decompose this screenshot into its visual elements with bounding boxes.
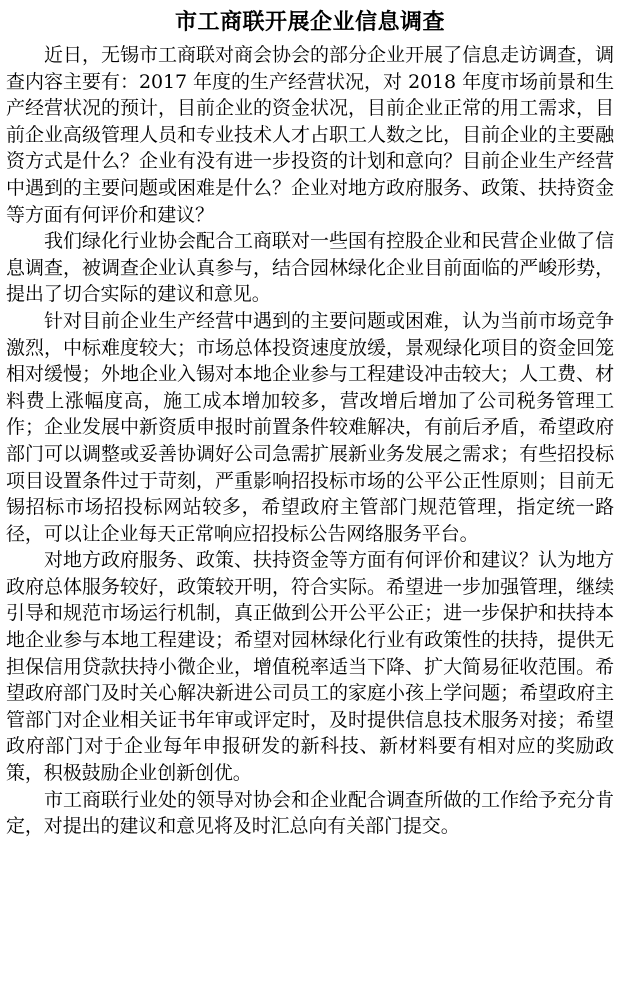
article-title: 市工商联开展企业信息调查	[174, 10, 445, 35]
paragraph-1: 近日，无锡市工商联对商会协会的部分企业开展了信息走访调查，调查内容主要有：2017 年度的生产经营状况，对 2018 年度市场前景和生产经营状况的预计，目前企业的资金状况，目前企业正常的用工需求，目前企业高级管理人员和专业技术人才占职工人数之比，目前企业的主要融资方式是什么？企业有没有进一步投资的计划和意向？目前企业生产经营中遇到的主要问题或困难是什么？企业对地方政府服务、政策、扶持资金等方面有何评价和建议？	[6, 44, 614, 226]
document-page	[6, 4, 614, 999]
paragraph-5: 市工商联行业处的领导对协会和企业配合调查所做的工作给予充分肯定，对提出的建议和意见将及时汇总向有关部门提交。	[6, 788, 614, 838]
paragraph-4: 对地方政府服务、政策、扶持资金等方面有何评价和建议？认为地方政府总体服务较好，政策较开明，符合实际。希望进一步加强管理，继续引导和规范市场运行机制，真正做到公开公平公正；进一步保护和扶持本地企业参与本地工程建设；希望对园林绿化行业有政策性的扶持，提供无担保信用贷款扶持小微企业，增值税率适当下降、扩大简易征收范围。希望政府部门及时关心解决新进公司员工的家庭小孩上学问题；希望政府主管部门对企业相关证书年审或评定时，及时提供信息技术服务对接；希望政府部门对于企业每年申报研发的新科技、新材料要有相对应的奖励政策，积极鼓励企业创新创优。	[6, 549, 614, 785]
paragraph-3: 针对目前企业生产经营中遇到的主要问题或困难，认为当前市场竞争激烈，中标难度较大；市场总体投资速度放缓，景观绿化项目的资金回笼相对缓慢；外地企业入锡对本地企业参与工程建设冲击较大；人工费、材料费上涨幅度高，施工成本增加较多，营改增后增加了公司税务管理工作；企业发展中新资质申报时前置条件较难解决，有前后矛盾，希望政府部门可以调整或妥善协调好公司急需扩展新业务发展之需求；有些招投标项目设置条件过于苛刻，严重影响招投标市场的公平公正性原则；目前无锡招标市场招投标网站较多，希望政府主管部门规范管理，指定统一路径，可以让企业每天正常响应招投标公告网络服务平台。	[6, 309, 614, 545]
paragraph-2: 我们绿化行业协会配合工商联对一些国有控股企业和民营企业做了信息调查，被调查企业认真参与，结合园林绿化企业目前面临的严峻形势，提出了切合实际的建议和意见。	[6, 230, 614, 306]
